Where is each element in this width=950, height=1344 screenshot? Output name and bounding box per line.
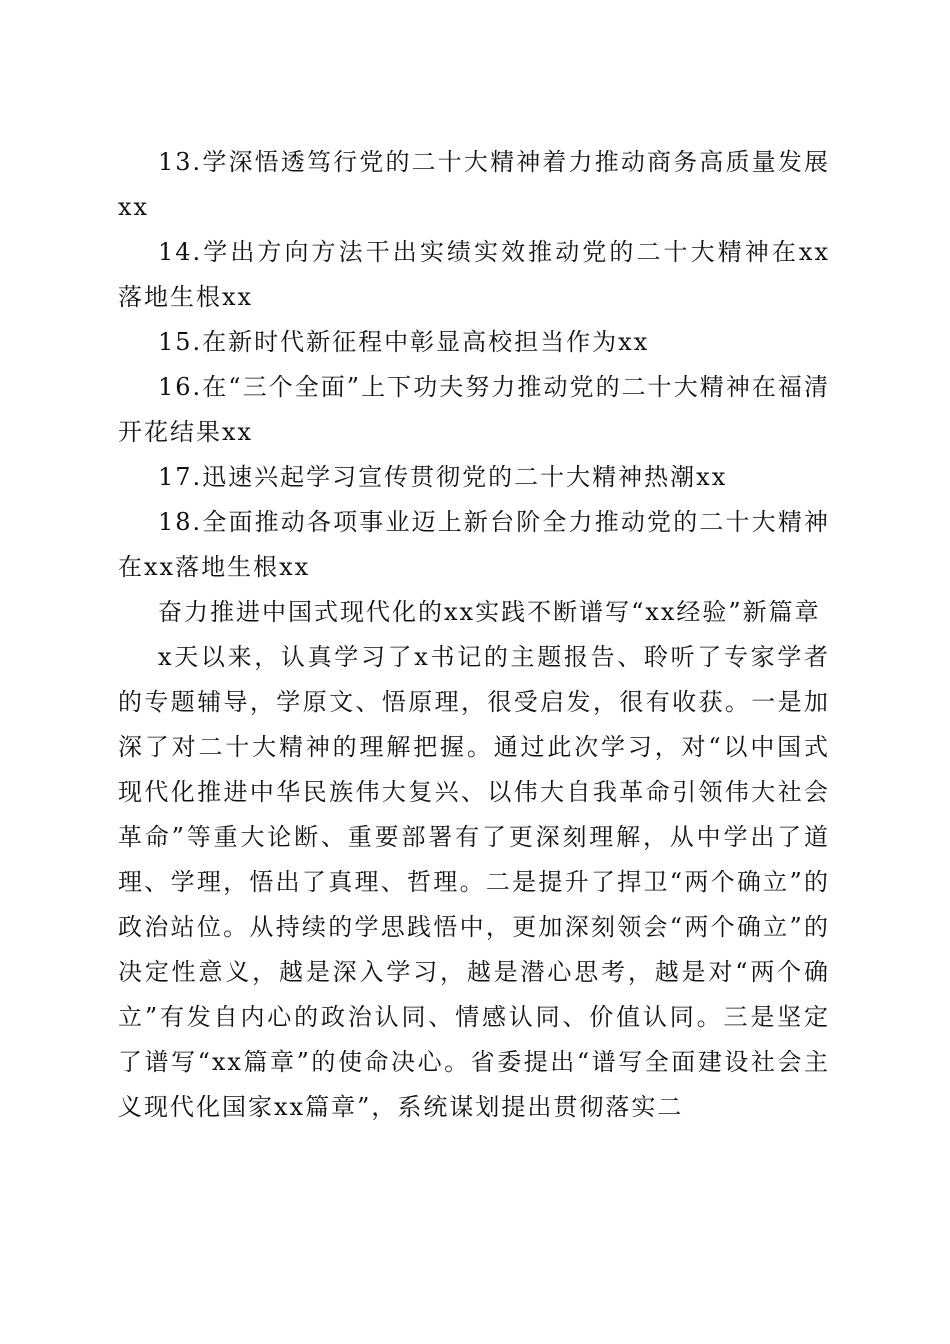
paragraph-14: 14.学出方向方法干出实绩实效推动党的二十大精神在xx落地生根xx: [118, 238, 830, 311]
paragraph-17: 17.迅速兴起学习宣传贯彻党的二十大精神热潮xx: [158, 463, 728, 491]
body-paragraph: x天以来，认真学习了x书记的主题报告、聆听了专家学者的专题辅导，学原文、悟原理，很受启发，很有收获。一是加深了对二十大精神的理解把握。通过此次学习，对“以中国式现代化推进中华民族伟大复兴、以伟大自我革命引领伟大社会革命”等重大论断、重要部署有了更深刻理解，从中学出了道理、学理，悟出了真理、哲理。二是提升了捍卫“两个确立”的政治站位。从持续的学思践悟中，更加深刻领会“两个确立”的决定性意义，越是深入学习，越是潜心思考，越是对“两个确立”有发自内心的政治认同、情感认同、价值认同。三是坚定了谱写“xx篇章”的使命决心。省委提出“谱写全面建设社会主义现代化国家xx篇章”，系统谋划提出贯彻落实二: [118, 643, 830, 1121]
paragraph-16: 16.在“三个全面”上下功夫努力推动党的二十大精神在福清开花结果xx: [118, 373, 830, 446]
document-body: [118, 140, 830, 1130]
paragraph-13: 13.学深悟透笃行党的二十大精神着力推动商务高质量发展xx: [118, 148, 830, 221]
paragraph-15: 15.在新时代新征程中彰显高校担当作为xx: [158, 328, 650, 356]
section-title: 奋力推进中国式现代化的xx实践不断谱写“xx经验”新篇章: [158, 598, 821, 626]
paragraph-18: 18.全面推动各项事业迈上新台阶全力推动党的二十大精神在xx落地生根xx: [118, 508, 830, 581]
